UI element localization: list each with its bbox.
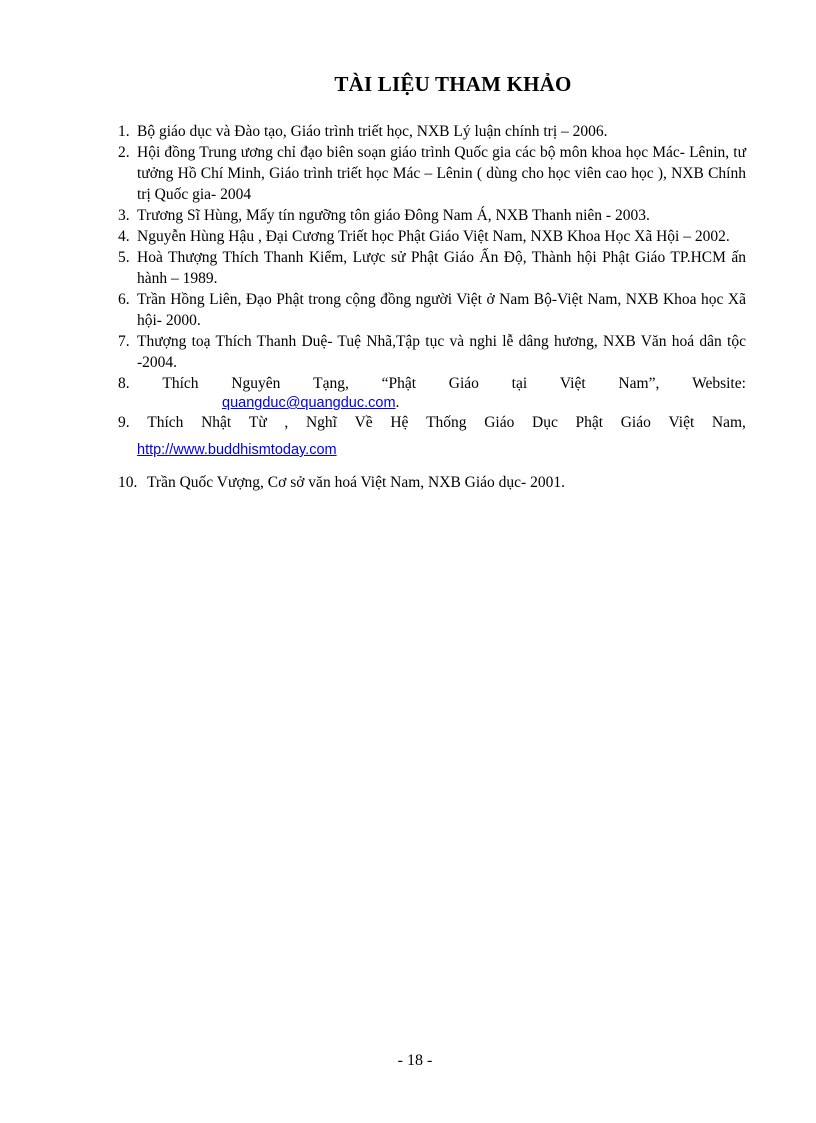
reference-text: Bộ giáo dục và Đào tạo, Giáo trình triết học, NXB Lý luận chính trị – 2006. (137, 123, 608, 140)
page-number: - 18 - (397, 1052, 433, 1069)
reference-word: Nam, (711, 414, 746, 431)
reference-item (118, 205, 746, 226)
reference-word: Giáo (484, 414, 515, 431)
reference-word: Tạng, (313, 375, 349, 392)
reference-number: 3. (118, 207, 130, 224)
email-tail: . (395, 394, 400, 411)
reference-text: Hoà Thượng Thích Thanh Kiểm, Lược sử Phật Giáo Ấn Độ, Thành hội Phật Giáo TP.HCM ấn hành – 1989. (137, 249, 746, 287)
reference-text: Trần Quốc Vượng, Cơ sở văn hoá Việt Nam, NXB Giáo dục- 2001. (147, 474, 565, 491)
reference-number: 5. (118, 249, 130, 266)
reference-word: Nghĩ (305, 414, 337, 431)
reference-word: Nguyên (231, 375, 281, 392)
reference-word: Nam”, (618, 375, 660, 392)
reference-number: 9. (118, 414, 130, 431)
reference-word: tại (511, 375, 528, 392)
reference-word: “Phật (381, 375, 417, 392)
reference-word: Thích (147, 414, 184, 431)
reference-number: 1. (118, 123, 130, 140)
reference-word: Website: (692, 375, 746, 392)
reference-word: Từ (248, 414, 267, 431)
reference-item (118, 412, 746, 461)
reference-list (118, 121, 746, 493)
reference-word: Việt (668, 414, 695, 431)
reference-item (118, 331, 746, 373)
reference-word: Về (354, 414, 373, 431)
reference-item (118, 247, 746, 289)
url-line (118, 439, 746, 461)
email-line (118, 394, 746, 412)
email-link[interactable]: quangduc@quangduc.com (222, 395, 396, 411)
reference-word: Việt (559, 375, 586, 392)
reference-text: Hội đồng Trung ương chỉ đạo biên soạn giáo trình Quốc gia các bộ môn khoa học Mác- Lênin, tư tưởng Hồ Chí Minh, Giáo trình triết học Mác – Lênin ( dùng cho học viên cao học ), NXB Chính trị Quốc gia- 2004 (137, 144, 746, 203)
reference-word: Thống (426, 414, 467, 431)
reference-item (118, 142, 746, 205)
reference-word: , (284, 414, 289, 431)
reference-number: 6. (118, 291, 130, 308)
reference-word: Phật (575, 414, 604, 431)
reference-number: 10. (118, 474, 138, 491)
reference-text: Nguyễn Hùng Hậu , Đại Cương Triết học Phật Giáo Việt Nam, NXB Khoa Học Xã Hội – 2002. (137, 228, 730, 245)
reference-number: 8. (118, 375, 130, 392)
reference-number: 7. (118, 333, 130, 350)
reference-word: Dục (532, 414, 558, 431)
page-title: TÀI LIỆU THAM KHẢO (334, 72, 572, 96)
reference-word: Giáo (620, 414, 651, 431)
reference-word: Thích (162, 375, 199, 392)
reference-number: 2. (118, 144, 130, 161)
reference-item (118, 226, 746, 247)
reference-word: Hệ (390, 414, 409, 431)
reference-item (118, 373, 746, 412)
website-link[interactable]: http://www.buddhismtoday.com (137, 442, 337, 458)
reference-text: Trương Sĩ Hùng, Mấy tín ngưỡng tôn giáo Đông Nam Á, NXB Thanh niên - 2003. (137, 207, 650, 224)
reference-number: 4. (118, 228, 130, 245)
reference-word: Nhật (201, 414, 232, 431)
reference-item (118, 289, 746, 331)
reference-item (118, 121, 746, 142)
reference-line (118, 412, 746, 433)
reference-line (118, 373, 746, 394)
reference-item (118, 472, 746, 493)
spacer (118, 461, 746, 472)
reference-word: Giáo (448, 375, 479, 392)
reference-text: Trần Hồng Liên, Đạo Phật trong cộng đồng người Việt ở Nam Bộ-Việt Nam, NXB Khoa học Xã hội- 2000. (137, 291, 746, 329)
reference-text: Thượng toạ Thích Thanh Duệ- Tuệ Nhã,Tập tục và nghi lễ dâng hương, NXB Văn hoá dân tộc -2004. (137, 333, 746, 371)
